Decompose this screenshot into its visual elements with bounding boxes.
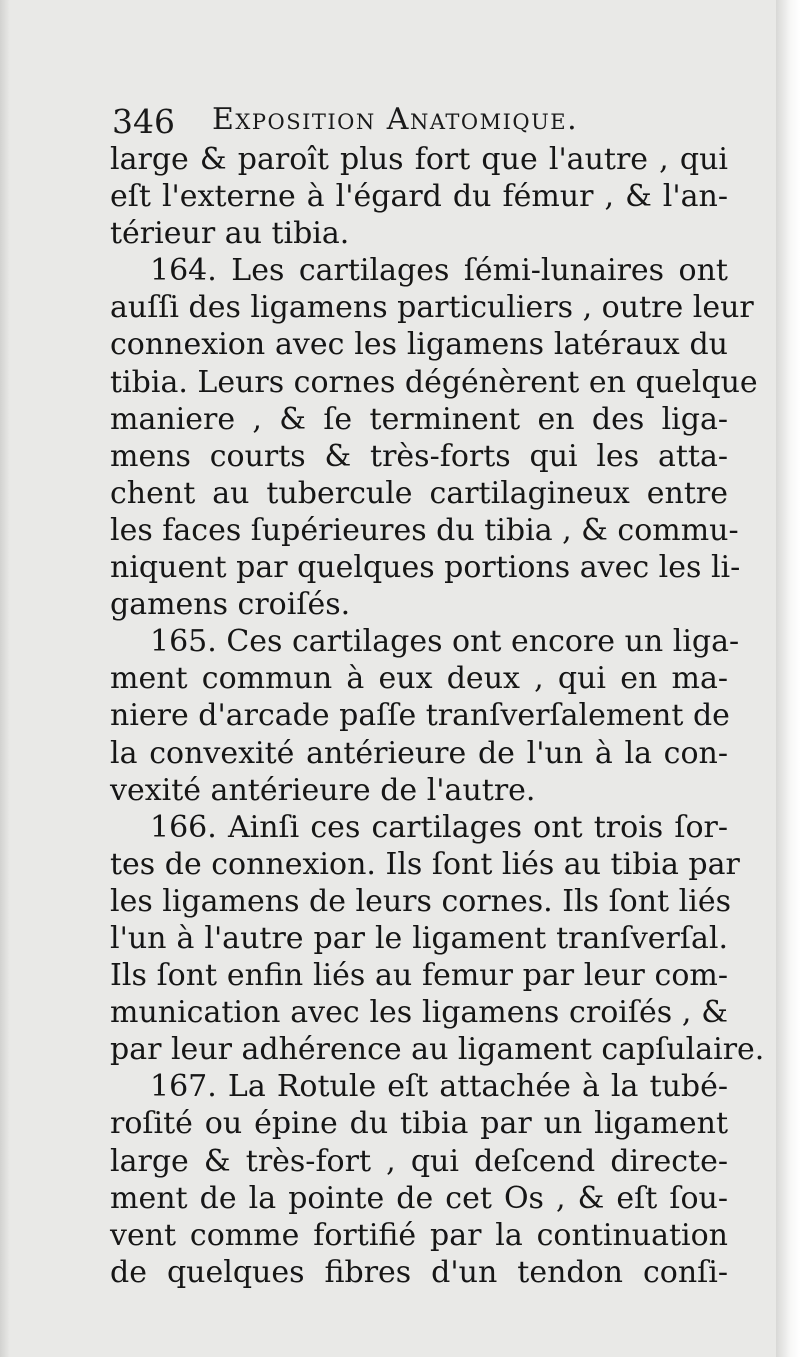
page-header — [112, 100, 732, 144]
text-line: vexité antérieure de l'autre. — [110, 772, 536, 808]
text-line: 167. La Rotule eſt attachée à la tubé- — [150, 1069, 728, 1105]
text-line: 166. Ainſi ces cartilages ont trois ſor- — [150, 809, 728, 845]
text-line: de quelques fibres d'un tendon conſi- — [110, 1254, 728, 1290]
scan-right-edge — [776, 0, 800, 1357]
text-line: gamens croiſés. — [110, 587, 351, 623]
text-line: munication avec les ligamens croiſés , & — [110, 995, 728, 1031]
running-head: Exposition Anatomique. — [212, 102, 579, 137]
text-line: ment de la pointe de cet Os , & eſt ſou- — [110, 1180, 728, 1216]
text-line: l'un à l'autre par le ligament tranſverſal. — [110, 920, 728, 956]
text-line: large & très-fort , qui deſcend directe- — [110, 1143, 728, 1179]
text-line: tes de connexion. Ils ſont liés au tibia par — [110, 846, 740, 882]
scan-left-edge — [0, 0, 10, 1357]
text-line: large & paroît plus fort que l'autre , qui — [110, 142, 728, 177]
text-line: 165. Ces cartilages ont encore un liga- — [150, 624, 740, 660]
text-line: auſſi des ligamens particuliers , outre leur — [110, 290, 754, 326]
text-line: vent comme fortifié par la continuation — [110, 1217, 728, 1253]
text-line: chent au tubercule cartilagineux entre — [110, 475, 728, 511]
text-line: Ils ſont enfin liés au femur par leur com- — [110, 958, 728, 994]
text-line: tibia. Leurs cornes dégénèrent en quelque — [110, 364, 758, 400]
text-line: niere d'arcade paſſe tranſverſalement de — [110, 698, 730, 734]
text-line: ment commun à eux deux , qui en ma- — [110, 661, 728, 697]
page-number: 346 — [112, 102, 175, 141]
text-line: roſité ou épine du tibia par un ligament — [110, 1106, 728, 1142]
text-line: les ligamens de leurs cornes. Ils ſont liés — [110, 883, 731, 919]
text-line: la convexité antérieure de l'un à la con- — [110, 735, 728, 771]
text-line: par leur adhérence au ligament capſulaire. — [110, 1032, 765, 1068]
text-line: térieur au tibia. — [110, 216, 350, 252]
text-line: connexion avec les ligamens latéraux du — [110, 327, 728, 363]
text-line: maniere , & ſe terminent en des liga- — [110, 401, 728, 437]
text-line: niquent par quelques portions avec les li- — [110, 550, 741, 586]
body-text — [110, 141, 765, 1291]
text-line: 164. Les cartilages ſémi-lunaires ont — [150, 253, 728, 289]
text-line: les faces ſupérieures du tibia , & commu- — [110, 512, 739, 548]
text-line: eſt l'externe à l'égard du fémur , & l'an- — [110, 179, 728, 215]
text-line: mens courts & très-forts qui les atta- — [110, 438, 728, 474]
